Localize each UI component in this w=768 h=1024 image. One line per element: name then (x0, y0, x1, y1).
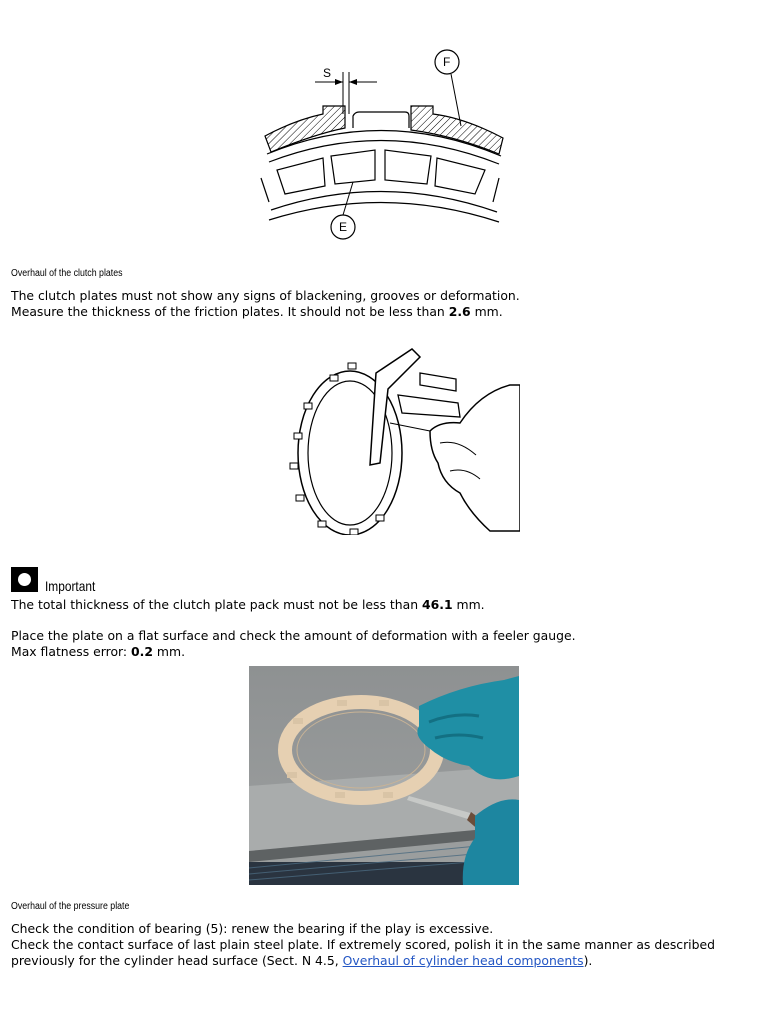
flatness-line-2 (11, 644, 576, 660)
feeler-gauge-photo-drawing (249, 666, 519, 885)
important-icon (11, 567, 38, 592)
clutch-section-figure (255, 44, 515, 244)
important-text-body: The total thickness of the clutch plate pack must not be less than (11, 597, 422, 612)
pressure-plate-line-2: Check the contact surface of last plain steel plate. If extremely scored, polish it in the same manner as described (11, 937, 715, 952)
pressure-plate-line-3 (11, 953, 715, 969)
important-text-unit: mm. (452, 597, 485, 612)
flatness-line-2-text: Max flatness error: (11, 644, 132, 659)
flatness-paragraph (11, 628, 576, 660)
clutch-section-drawing (255, 44, 515, 244)
label-f: F (443, 55, 451, 69)
clutch-plates-line-2 (11, 304, 520, 320)
important-text (11, 597, 485, 613)
pack-thickness-value: 46.1 (422, 597, 453, 612)
line3-text: previously for the cylinder head surface (Sect. N 4.5, (11, 953, 343, 968)
section-heading-pressure-plate: Overhaul of the pressure plate (11, 901, 130, 912)
flatness-line-1: Place the plate on a flat surface and check the amount of deformation with a feeler gauge. (11, 628, 576, 643)
clutch-plates-line-1: The clutch plates must not show any signs of blackening, grooves or deformation. (11, 288, 520, 303)
feeler-gauge-photo (249, 666, 519, 885)
clutch-plates-paragraph (11, 288, 520, 320)
pressure-plate-line-1: Check the condition of bearing (5): renew the bearing if the play is excessive. (11, 921, 494, 936)
caliper-measurement-figure (280, 343, 520, 535)
important-icon-dot (18, 573, 31, 586)
caliper-measurement-drawing (280, 343, 520, 535)
line2-text: Measure the thickness of the friction plates. It should not be less than (11, 304, 449, 319)
pressure-plate-paragraph (11, 921, 715, 969)
label-e: E (339, 220, 348, 234)
flatness-unit: mm. (152, 644, 186, 659)
flatness-value: 0.2 (131, 644, 153, 659)
label-s: S (323, 66, 332, 80)
min-thickness-value: 2.6 (448, 304, 471, 319)
important-title: Important (45, 578, 96, 594)
line3-end: ). (583, 953, 593, 968)
line2-unit: mm. (470, 304, 503, 319)
cylinder-head-overhaul-link[interactable]: Overhaul of cylinder head components (342, 953, 584, 968)
section-heading-clutch-plates: Overhaul of the clutch plates (11, 268, 123, 279)
